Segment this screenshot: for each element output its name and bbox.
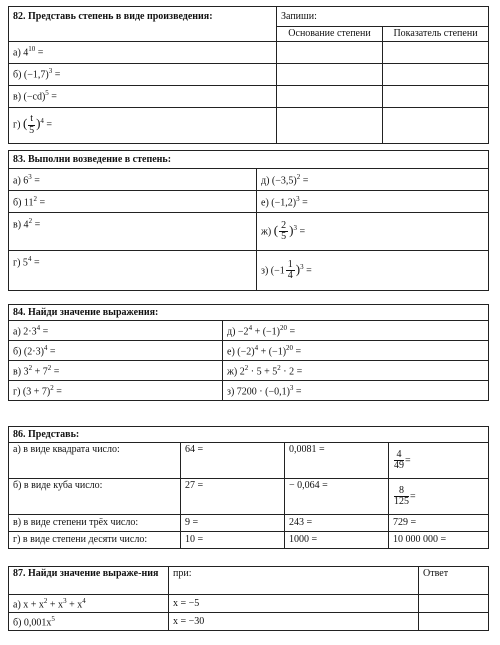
col-base-header: Основание степени bbox=[277, 27, 383, 42]
task-82-a: а) $4^{10}$ = bbox=[9, 41, 277, 63]
answer-cell[interactable] bbox=[277, 63, 383, 85]
task-87-table bbox=[8, 566, 489, 631]
task-86-table bbox=[8, 426, 489, 549]
task-82-table bbox=[8, 6, 489, 144]
task-84-d[interactable]: $д) -2^4 + (-1)^{20}$ = bbox=[223, 321, 489, 341]
answer-cell[interactable] bbox=[419, 595, 489, 613]
task-83-v[interactable]: в) $4^2$ = bbox=[9, 213, 257, 251]
task-87-heading: 87. Найди значение выраже-ния bbox=[9, 567, 169, 595]
task-86-r1-c1[interactable]: 64 = bbox=[181, 443, 285, 479]
answer-cell[interactable] bbox=[277, 107, 383, 143]
task-83-heading: 83. Выполни возведение в степень: bbox=[9, 151, 489, 169]
task-86-r2-c1[interactable]: 27 = bbox=[181, 479, 285, 515]
task-86-r2-c2[interactable]: − 0,064 = bbox=[285, 479, 389, 515]
task-83-zh[interactable]: ж) ( $\frac{2}{5}$ )$^3$ = bbox=[257, 213, 489, 251]
task-86-r4-label: г) в виде степени десяти число: bbox=[9, 532, 181, 549]
task-82-g: г) ( $\frac{t}{5}$ )$^4$ = bbox=[9, 107, 277, 143]
task-84-heading: 84. Найди значение выражения: bbox=[9, 305, 489, 321]
task-87-b: б) $0,001x^5$ bbox=[9, 613, 169, 631]
answer-cell[interactable] bbox=[277, 85, 383, 107]
task-83-table bbox=[8, 150, 489, 291]
task-86-r3-c3[interactable]: 729 = bbox=[389, 515, 489, 532]
task-84-e[interactable]: е) $(-2)^4 + (-1)^{20}$ = bbox=[223, 341, 489, 361]
task-83-g[interactable]: г) $5^4$ = bbox=[9, 251, 257, 291]
task-83-a[interactable]: а) $6^3$ = bbox=[9, 169, 257, 191]
col-exp-header: Показатель степени bbox=[383, 27, 489, 42]
task-84-z[interactable]: з) $7200 \cdot (-0,1)^3$ = bbox=[223, 381, 489, 401]
task-87-a: а) $x + x^2 + x^3 + x^4$ bbox=[9, 595, 169, 613]
task-86-r4-c3[interactable]: 10 000 000 = bbox=[389, 532, 489, 549]
task-86-r1-c3[interactable]: $\frac{4}{49}$ = bbox=[389, 443, 489, 479]
task-86-r1-c2[interactable]: 0,0081 = bbox=[285, 443, 389, 479]
task-83-b[interactable]: б) $11^2$ = bbox=[9, 191, 257, 213]
task-82-b: б) $(-1,7)^3$ = bbox=[9, 63, 277, 85]
task-86-r3-c1[interactable]: 9 = bbox=[181, 515, 285, 532]
task-83-z[interactable]: з) (−1 $\frac{1}{4}$ )$^3$ = bbox=[257, 251, 489, 291]
task-83-e[interactable]: е) $(-1,2)^3$ = bbox=[257, 191, 489, 213]
task-86-r3-c2[interactable]: 243 = bbox=[285, 515, 389, 532]
task-84-zh[interactable]: ж) $2^2 \cdot 5 + 5^2 \cdot 2$ = bbox=[223, 361, 489, 381]
answer-cell[interactable] bbox=[383, 41, 489, 63]
task-84-b[interactable]: б) $(2\cdot 3)^4$ = bbox=[9, 341, 223, 361]
task-86-r3-label: в) в виде степени трёх число: bbox=[9, 515, 181, 532]
task-86-heading: 86. Представь: bbox=[9, 427, 489, 443]
answer-cell[interactable] bbox=[383, 63, 489, 85]
task-82-v: в) $(-cd)^5$ = bbox=[9, 85, 277, 107]
col-pri-header: при: bbox=[169, 567, 419, 595]
zapishi-label: Запиши: bbox=[277, 7, 489, 27]
task-84-v[interactable]: в) $3^2 + 7^2$ = bbox=[9, 361, 223, 381]
task-83-d[interactable]: д) $(-3,5)^2$ = bbox=[257, 169, 489, 191]
answer-cell[interactable] bbox=[277, 41, 383, 63]
task-86-r1-label: а) в виде квадрата число: bbox=[9, 443, 181, 479]
task-86-r2-label: б) в виде куба число: bbox=[9, 479, 181, 515]
task-82-heading: 82. Представь степень в виде произведения: bbox=[9, 7, 277, 27]
task-84-table bbox=[8, 304, 489, 401]
task-84-a[interactable]: а) $2\cdot 3^4$ = bbox=[9, 321, 223, 341]
task-84-g[interactable]: г) $(3 + 7)^2$ = bbox=[9, 381, 223, 401]
answer-cell[interactable] bbox=[419, 613, 489, 631]
task-86-r4-c1[interactable]: 10 = bbox=[181, 532, 285, 549]
task-87-a-cond: x = −5 bbox=[169, 595, 419, 613]
answer-cell[interactable] bbox=[383, 107, 489, 143]
col-otvet-header: Ответ bbox=[419, 567, 489, 595]
answer-cell[interactable] bbox=[383, 85, 489, 107]
task-87-b-cond: x = −30 bbox=[169, 613, 419, 631]
task-86-r2-c3[interactable]: $\frac{8}{125}$ = bbox=[389, 479, 489, 515]
task-86-r4-c2[interactable]: 1000 = bbox=[285, 532, 389, 549]
